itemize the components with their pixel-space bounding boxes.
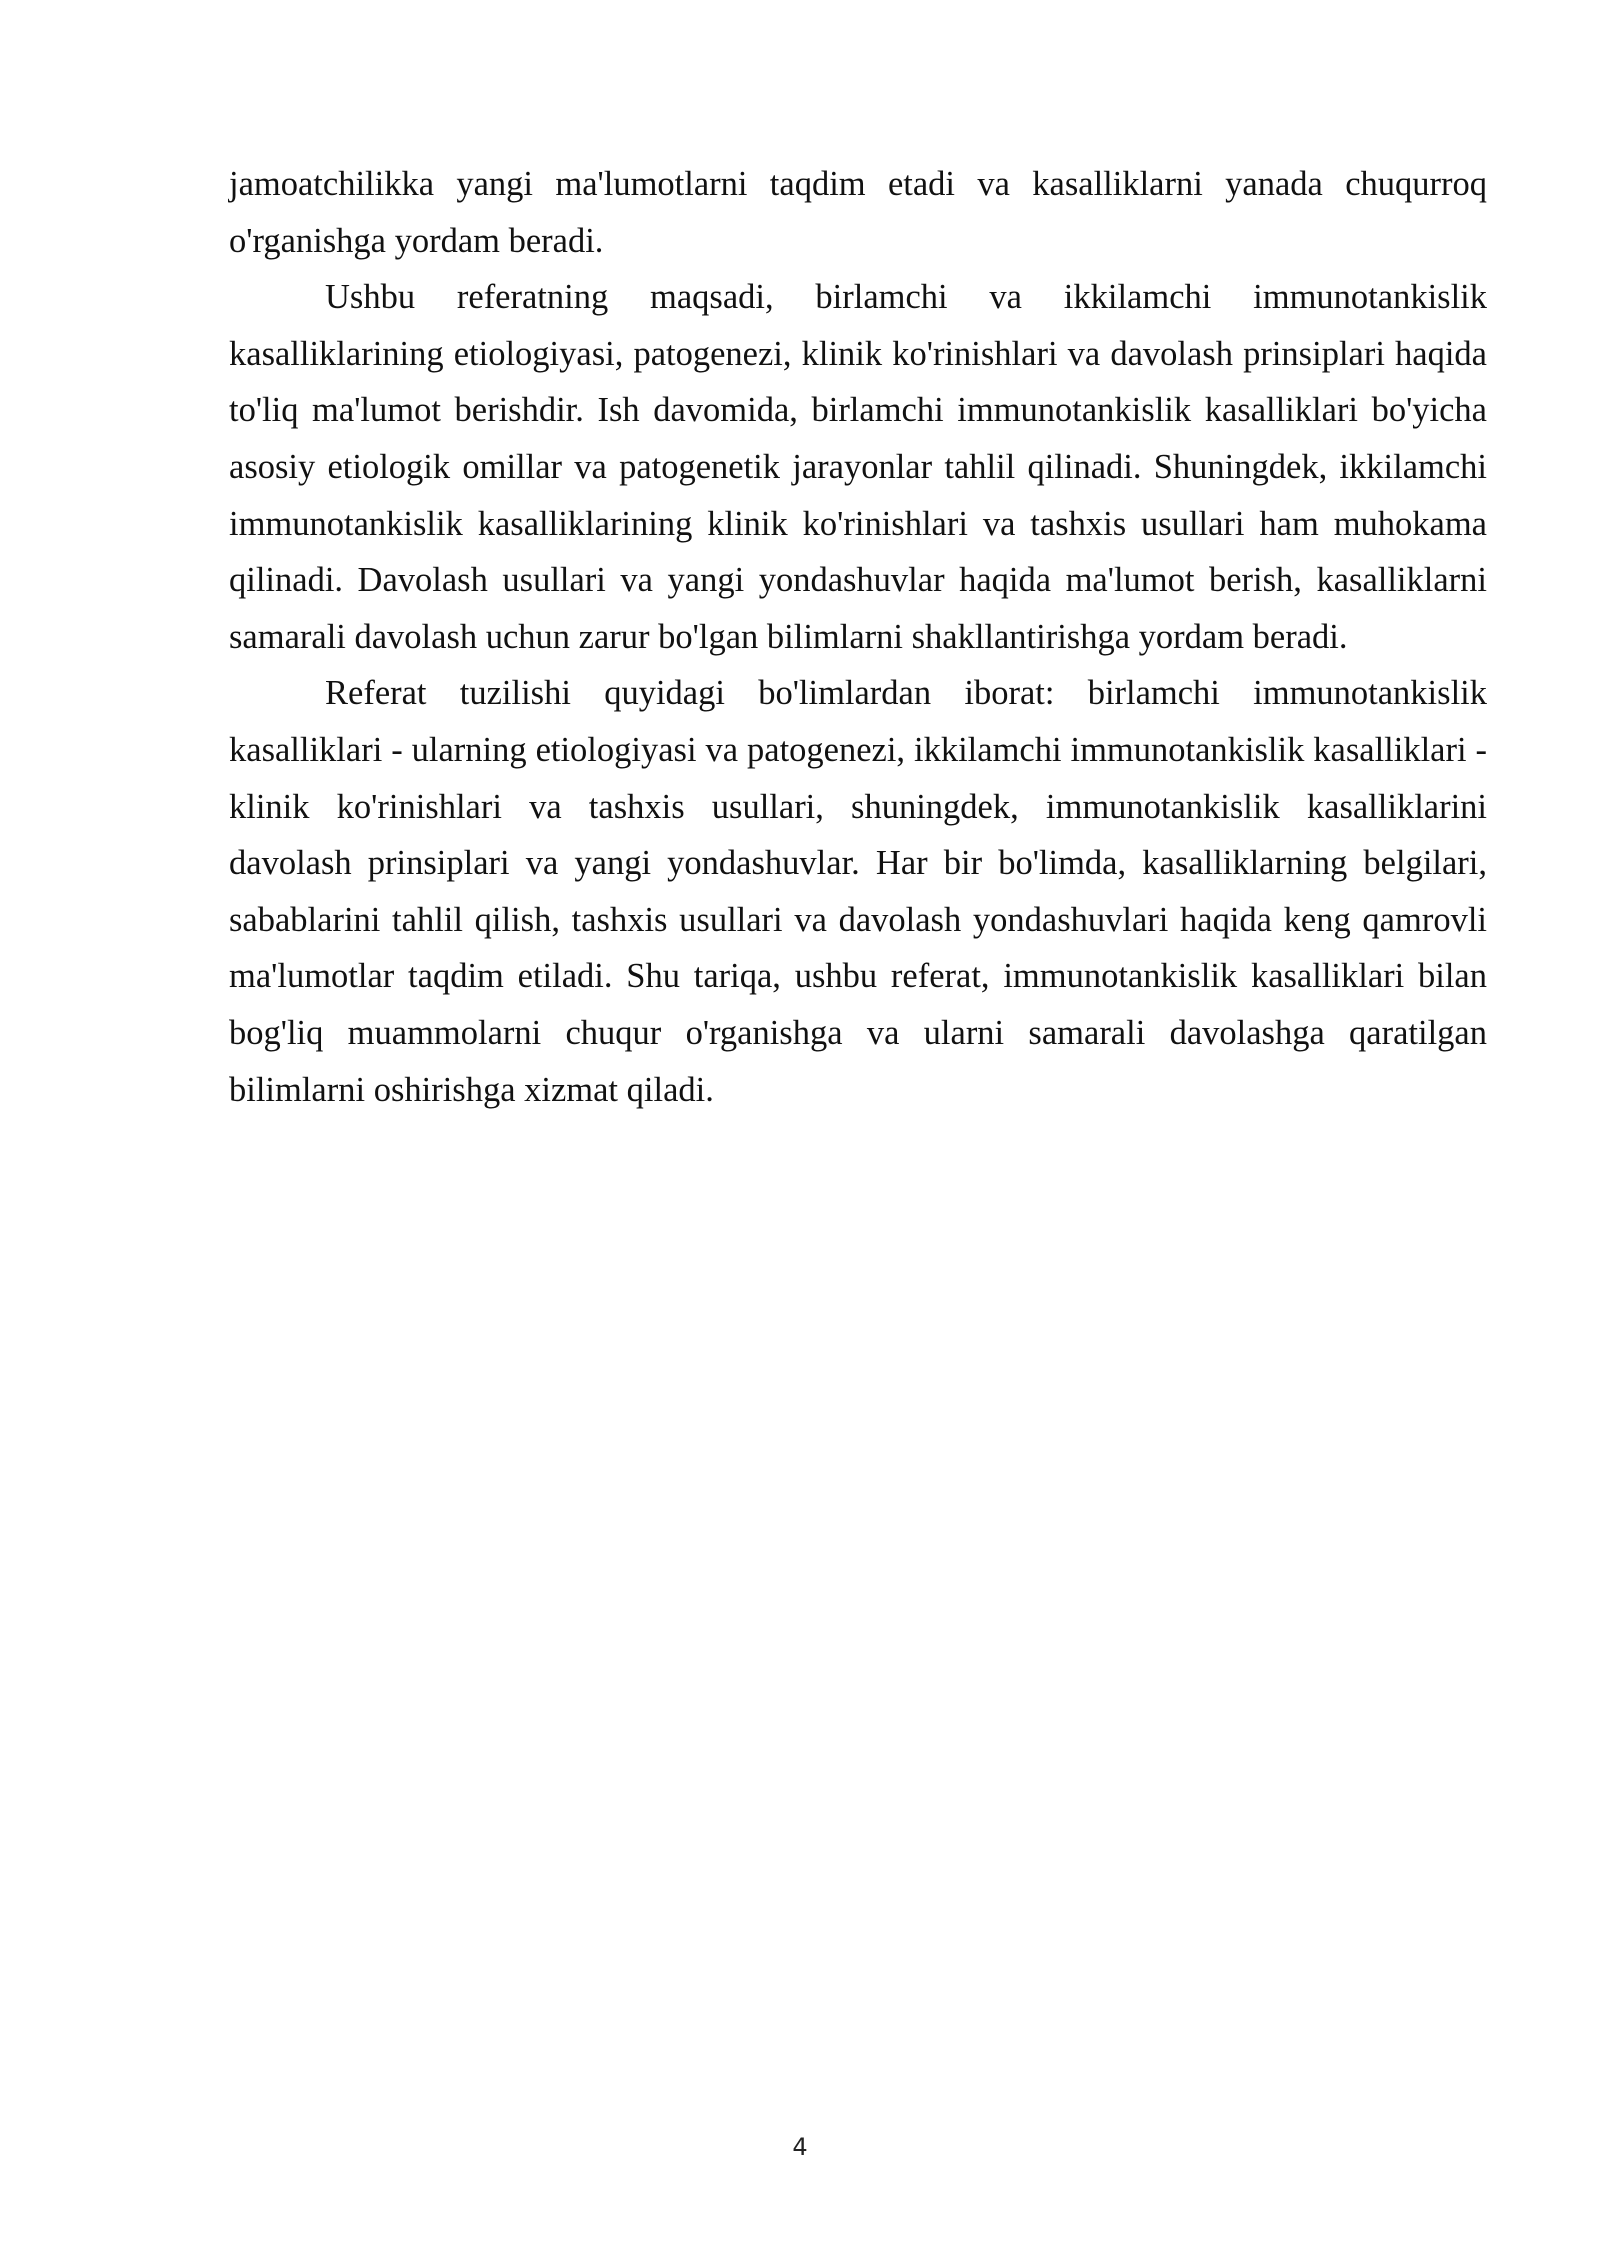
paragraph-structure: Referat tuzilishi quyidagi bo'limlardan iborat: birlamchi immunotankislik kasalliklari - ularning etiologiyasi va patogenezi, ikkilamchi immunotankislik kasalliklari - klinik ko'rinishlari va tashxis usullari, shuningdek, immunotankislik kasalliklarini davolash prinsiplari va yangi yondashuvlar. Har bir bo'limda, kasalliklarning belgilari, sabablarini tahlil qilish, tashxis usullari va davolash yondashuvlari haqida keng qamrovli ma'lumotlar taqdim etiladi. Shu tariqa, ushbu referat, immunotankislik kasalliklari bilan bog'liq muammolarni chuqur o'rganishga va ularni samarali davolashga qaratilgan bilimlarni oshirishga xizmat qiladi. (229, 674, 1487, 1109)
paragraph-purpose: Ushbu referatning maqsadi, birlamchi va ikkilamchi immunotankislik kasalliklarining etiologiyasi, patogenezi, klinik ko'rinishlari va davolash prinsiplari haqida to'liq ma'lumot berishdir. Ish davomida, birlamchi immunotankislik kasalliklari bo'yicha asosiy etiologik omillar va patogenetik jarayonlar tahlil qilinadi. Shuningdek, ikkilamchi immunotankislik kasalliklarining klinik ko'rinishlari va tashxis usullari ham muhokama qilinadi. Davolash usullari va yangi yondashuvlar haqida ma'lumot berish, kasalliklarni samarali davolash uchun zarur bo'lgan bilimlarni shakllantirishga yordam beradi. (229, 278, 1487, 656)
page-number: 4 (792, 2133, 808, 2161)
paragraph-continuation: jamoatchilikka yangi ma'lumotlarni taqdim etadi va kasalliklarni yanada chuqurroq o'rganishga yordam beradi. (229, 165, 1487, 260)
page-body (229, 156, 1487, 1118)
